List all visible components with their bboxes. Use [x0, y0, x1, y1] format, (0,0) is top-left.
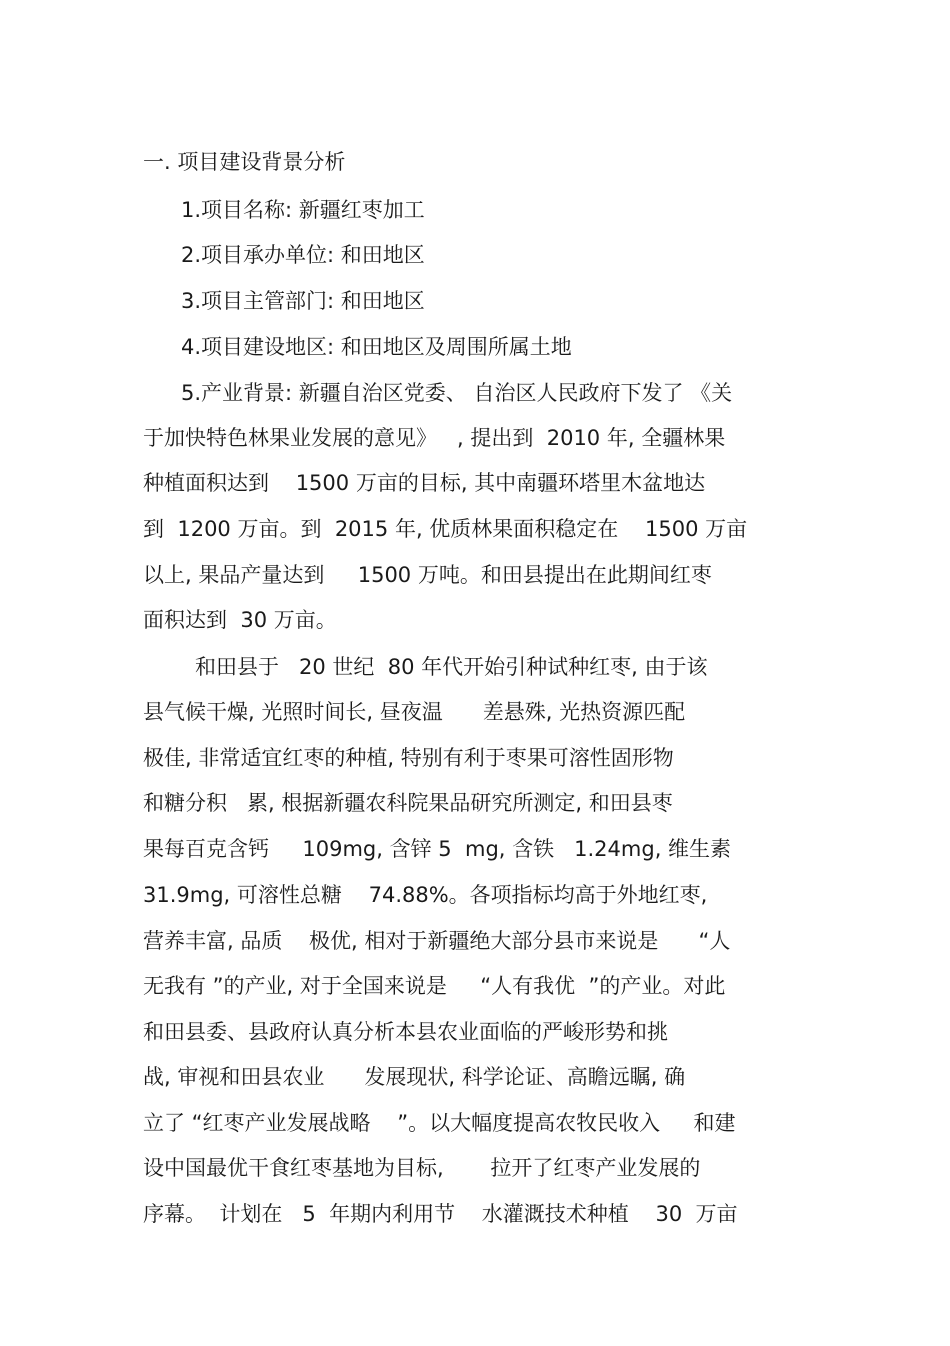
- para1-line: 种植面积达到 1500 万亩的目标, 其中南疆环塔里木盆地达: [143, 471, 706, 495]
- para2-line: 无我有 ”的产业, 对于全国来说是 “人有我优 ”的产业。对此: [143, 974, 726, 998]
- para2-line: 果每百克含钙 109mg, 含锌 5 mg, 含铁 1.24mg, 维生素: [143, 837, 732, 861]
- para2-line: 序幕。 计划在 5 年期内利用节 水灌溉技术种植 30 万亩: [143, 1202, 738, 1226]
- para2-line: 和田县于 20 世纪 80 年代开始引种试种红枣, 由于该: [195, 655, 708, 679]
- para1-line: 以上, 果品产量达到 1500 万吨。和田县提出在此期间红枣: [143, 563, 712, 587]
- item-project-unit: 2.项目承办单位: 和田地区: [181, 243, 425, 267]
- item-project-name: 1.项目名称: 新疆红枣加工: [181, 198, 425, 222]
- para2-line: 立了 “红枣产业发展战略 ”。以大幅度提高农牧民收入 和建: [143, 1111, 736, 1135]
- para2-line: 营养丰富, 品质 极优, 相对于新疆绝大部分县市来说是 “人: [143, 929, 731, 953]
- item-project-region: 4.项目建设地区: 和田地区及周围所属土地: [181, 335, 572, 359]
- para1-line: 于加快特色林果业发展的意见》 , 提出到 2010 年, 全疆林果: [143, 426, 726, 450]
- para2-line: 31.9mg, 可溶性总糖 74.88%。各项指标均高于外地红枣,: [143, 883, 708, 907]
- para2-line: 和田县委、县政府认真分析本县农业面临的严峻形势和挑: [143, 1020, 668, 1044]
- para2-line: 极佳, 非常适宜红枣的种植, 特别有利于枣果可溶性固形物: [143, 746, 674, 770]
- para1-line: 5.产业背景: 新疆自治区党委、 自治区人民政府下发了 《关: [181, 381, 733, 405]
- para2-line: 战, 审视和田县农业 发展现状, 科学论证、高瞻远瞩, 确: [143, 1065, 686, 1089]
- para2-line: 和糖分积 累, 根据新疆农科院果品研究所测定, 和田县枣: [143, 791, 673, 815]
- para2-line: 设中国最优干食红枣基地为目标, 拉开了红枣产业发展的: [143, 1156, 701, 1180]
- item-project-dept: 3.项目主管部门: 和田地区: [181, 289, 425, 313]
- para1-line: 到 1200 万亩。到 2015 年, 优质林果面积稳定在 1500 万亩: [143, 517, 748, 541]
- para1-line: 面积达到 30 万亩。: [143, 608, 337, 632]
- para2-line: 县气候干燥, 光照时间长, 昼夜温 差悬殊, 光热资源匹配: [143, 700, 686, 724]
- section-heading: 一. 项目建设背景分析: [143, 150, 346, 174]
